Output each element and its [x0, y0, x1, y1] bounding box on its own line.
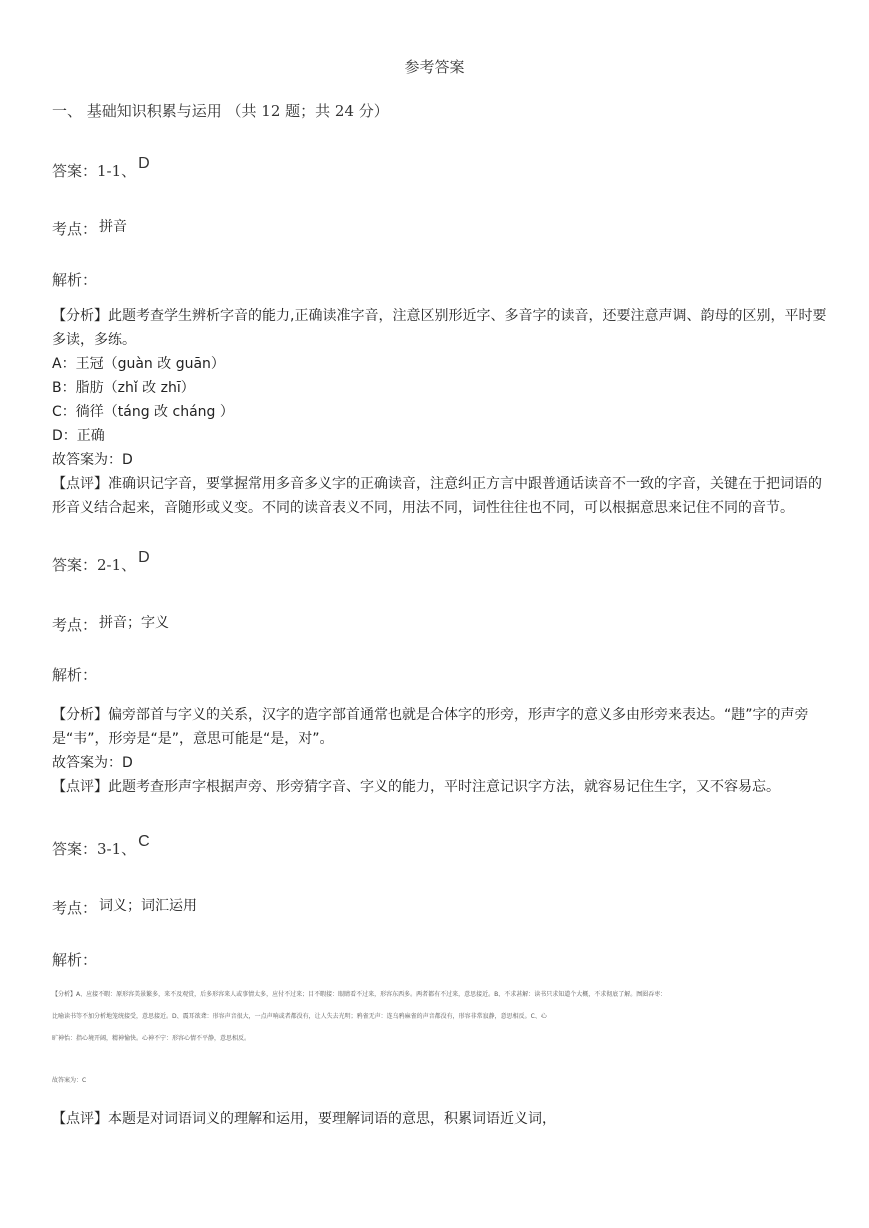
analysis-line: A：王冠（guàn 改 guān） [52, 356, 225, 372]
answer-prefix: 答案：3-1、 [52, 840, 137, 858]
analysis-line: 形音义结合起来，音随形或义变。不同的读音表义不同，用法不同，词性往往也不同，可以根据意思来记住不同的音节。 [52, 500, 794, 516]
analysis-line: 旷神怡：指心境开阔，精神愉快。心神不宁：形容心情不平静，意思相反。 [52, 1035, 251, 1042]
analysis-block-2 [52, 703, 809, 799]
jiexi-label-1: 解析： [52, 271, 98, 289]
answer-value: C [138, 833, 150, 850]
analysis-line: 【点评】此题考查形声字根据声旁、形旁猜字音、字义的能力，平时注意记识字方法，就容易记住生字，又不容易忘。 [52, 779, 780, 795]
answer-value: D [138, 155, 150, 172]
kaodian-value: 拼音；字义 [99, 615, 170, 631]
answer-line-2 [52, 549, 150, 575]
kaodian-label: 考点： [52, 220, 98, 238]
kaodian-line-2 [52, 614, 169, 635]
page-title: 参考答案 [404, 58, 465, 76]
answer-value: D [138, 549, 150, 566]
analysis-block-1 [52, 304, 826, 520]
answer-prefix: 答案：2-1、 [52, 556, 137, 574]
analysis-line: 故答案为：D [52, 755, 133, 771]
jiexi-label-3: 解析： [52, 951, 98, 969]
analysis-line: 是“韦”，形旁是“是”，意思可能是“是，对”。 [52, 731, 334, 747]
analysis-line: 【点评】准确识记字音，要掌握常用多音多义字的正确读音，注意纠正方言中跟普通话读音不一致的字音，关键在于把词语的 [52, 476, 822, 492]
kaodian-label: 考点： [52, 899, 98, 917]
analysis-line: 【分析】A、应接不暇：原形容美景繁多，来不及观赏，后多形容来人或事情太多，应付不过来；目不暇接：眼睛看不过来，形容东西多。两者都有不过来，意思接近。B、不求甚解：读书只求知道个大概，不求彻底了解。囫囵吞枣： [52, 991, 667, 998]
answer-summary-3: 故答案为：C [52, 1077, 87, 1084]
kaodian-value: 词义；词汇运用 [99, 898, 198, 914]
kaodian-value: 拼音 [99, 219, 128, 235]
jiexi-label-2: 解析： [52, 666, 98, 684]
answer-line-3 [52, 833, 150, 859]
analysis-block-3 [52, 984, 666, 1050]
analysis-line: 多读，多练。 [52, 332, 136, 348]
answer-line-1 [52, 155, 150, 181]
analysis-line: C：徜徉（táng 改 cháng ） [52, 404, 234, 420]
analysis-line: 比喻读书等不加分析地笼统接受，意思接近。D、震耳欲聋：形容声音很大，一点声响或者都没有，让人失去光明；鸦雀无声：连乌鸦麻雀的声音都没有，形容非常寂静，意思相反。C、心 [52, 1013, 547, 1020]
dianping-3: 【点评】本题是对词语词义的理解和运用，要理解词语的意思，积累词语近义词， [52, 1111, 556, 1127]
analysis-line: B：脂肪（zhǐ 改 zhī） [52, 380, 195, 396]
kaodian-label: 考点： [52, 616, 98, 634]
answer-prefix: 答案：1-1、 [52, 162, 137, 180]
kaodian-line-1 [52, 218, 127, 239]
analysis-line: 【分析】此题考查学生辨析字音的能力,正确读准字音，注意区别形近字、多音字的读音，还要注意声调、韵母的区别，平时要 [52, 308, 827, 324]
analysis-line: 【分析】偏旁部首与字义的关系，汉字的造字部首通常也就是合体字的形旁，形声字的意义多由形旁来表达。“韪”字的声旁 [52, 707, 809, 723]
kaodian-line-3 [52, 897, 197, 918]
analysis-line: D：正确 [52, 428, 105, 444]
analysis-line: 故答案为：D [52, 452, 133, 468]
section-heading: 一、 基础知识积累与运用 （共 12 题；共 24 分） [52, 102, 389, 120]
